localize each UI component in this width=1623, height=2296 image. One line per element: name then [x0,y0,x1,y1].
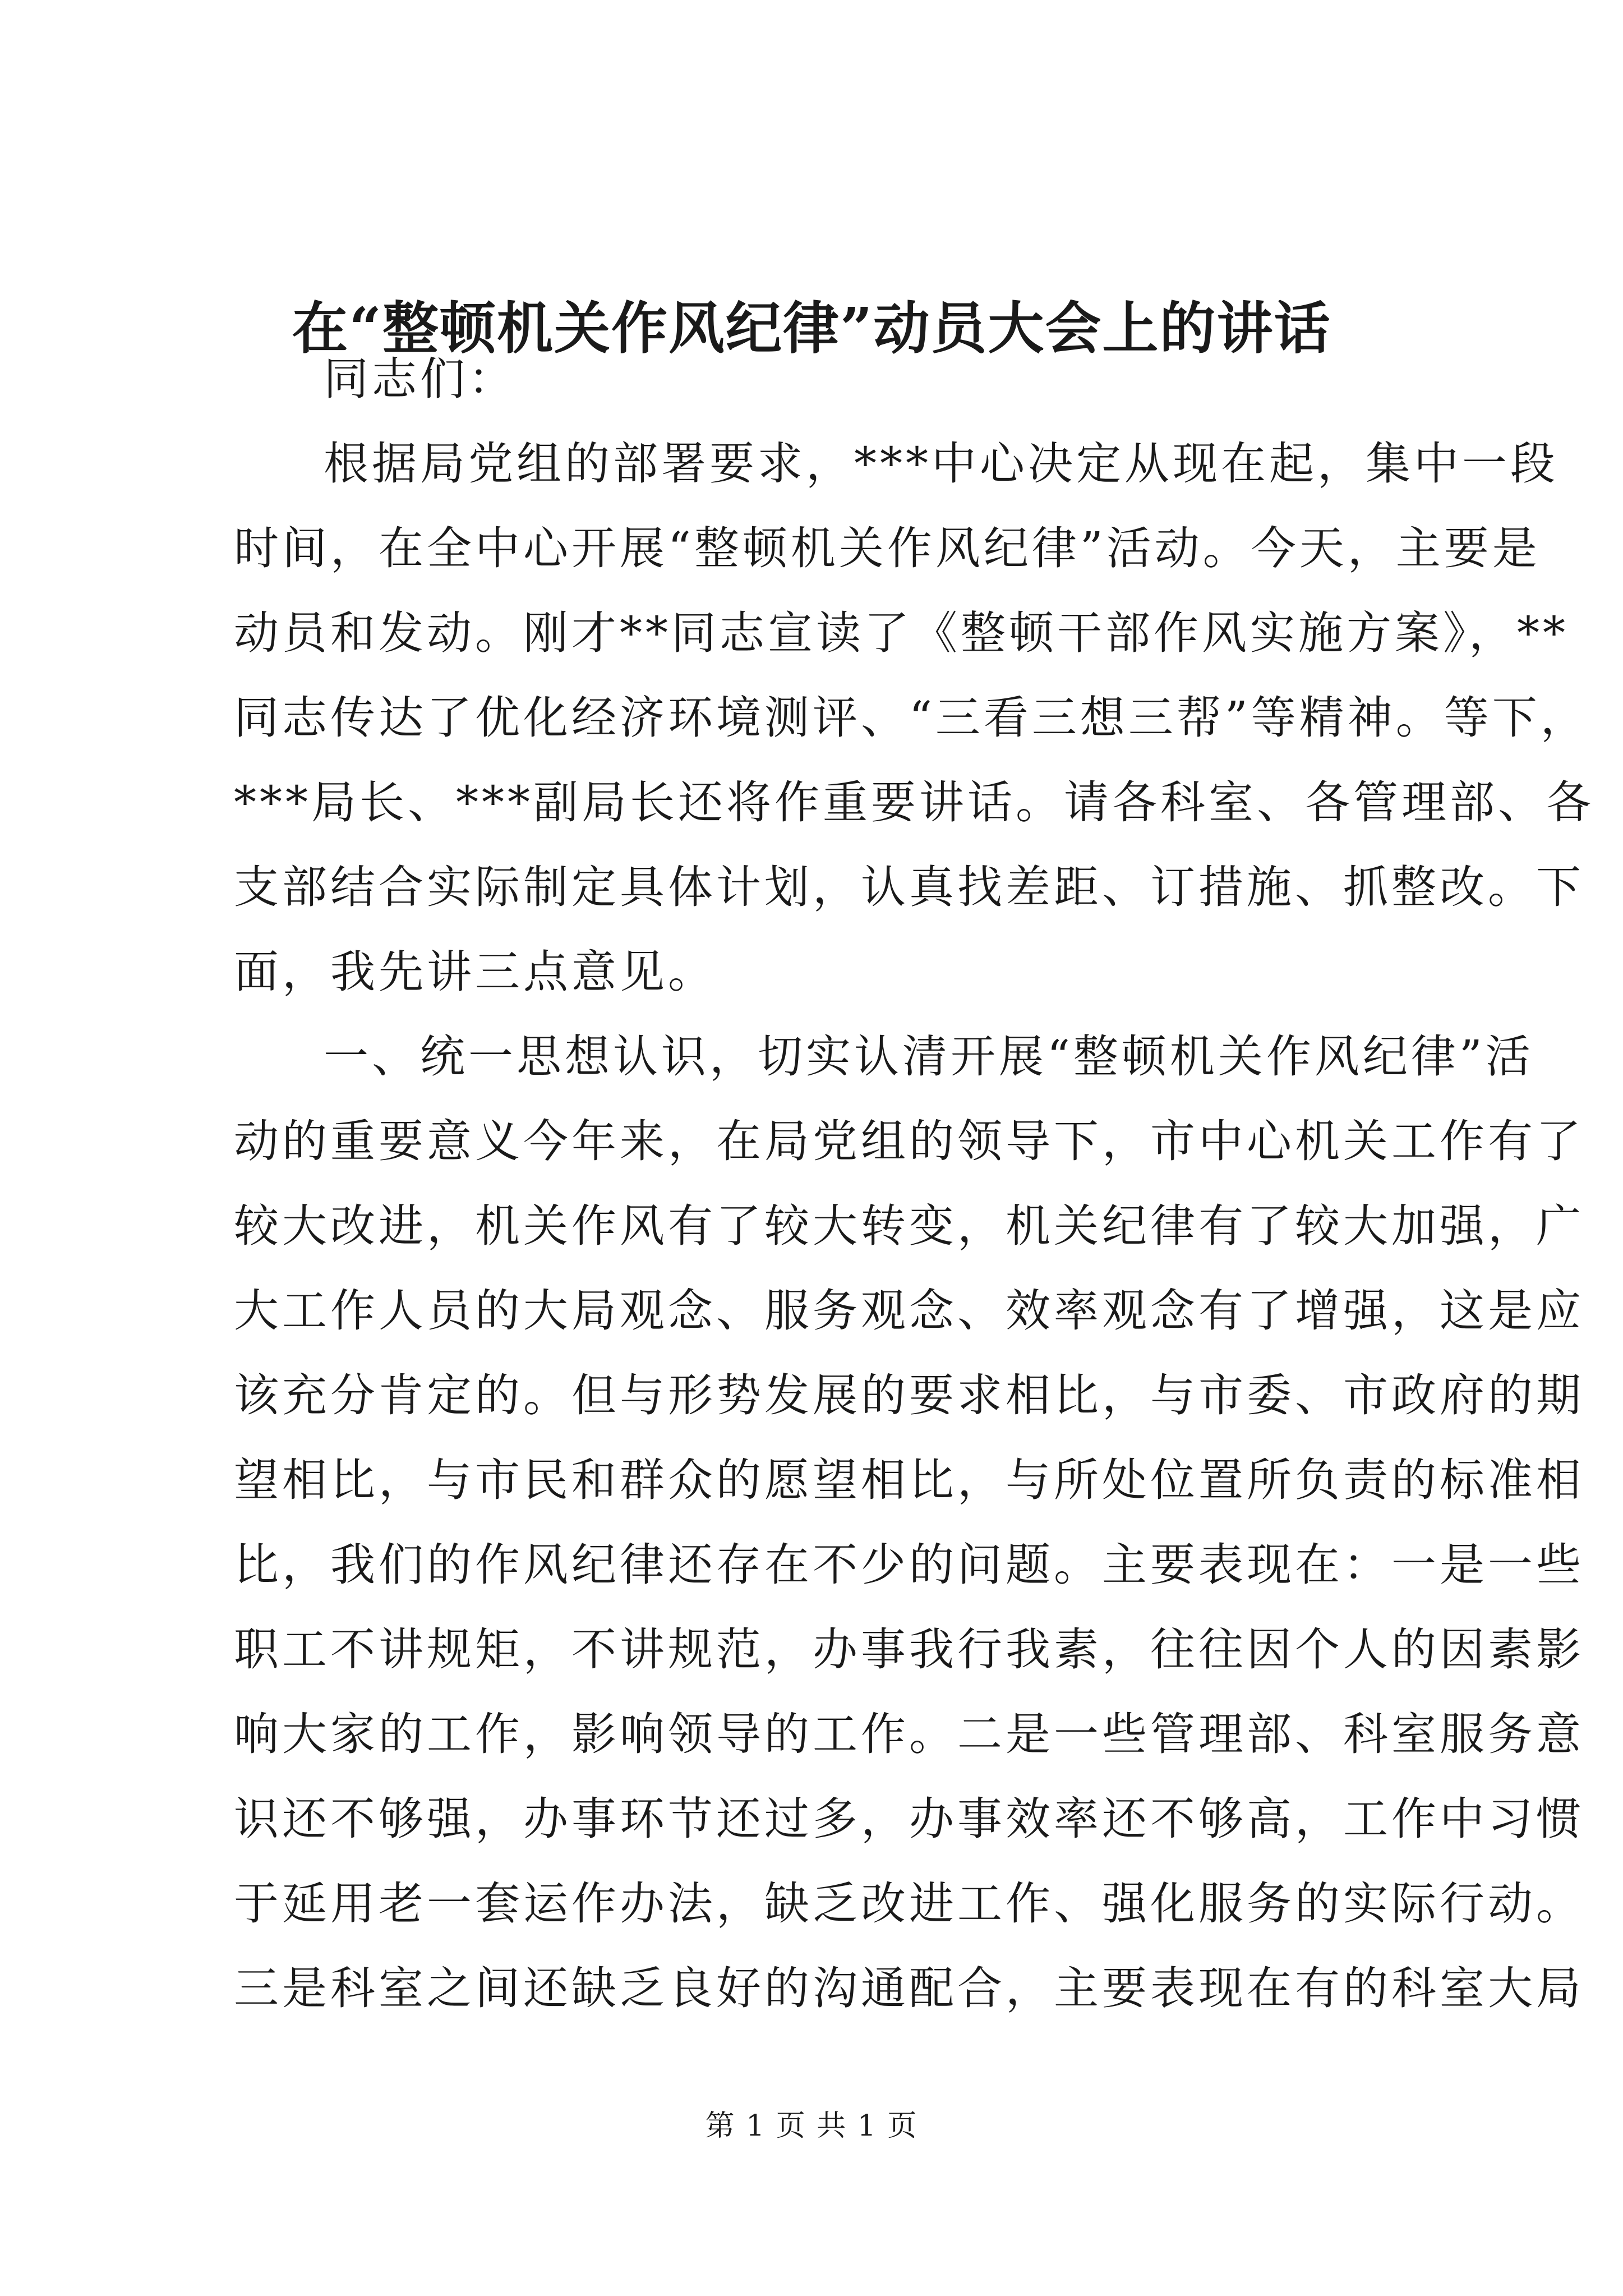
page-number-footer: 第 1 页 共 1 页 [705,2109,918,2143]
document-body [234,337,1594,2031]
section-heading-line: 一、统一思想认识，切实认清开展“整顿机关作风纪律”活 [324,1030,1534,1083]
paragraph-line: 根据局党组的部署要求，***中心决定从现在起，集中一段 [324,438,1559,490]
paragraph-line: 望相比，与市民和群众的愿望相比，与所处位置所负责的标准相 [234,1454,1584,1506]
paragraph-line: 三是科室之间还缺乏良好的沟通配合，主要表现在有的科室大局 [234,1962,1584,2014]
paragraph-line: 动员和发动。刚才**同志宣读了《整顿干部作风实施方案》，** [234,607,1569,659]
paragraph-line: 支部结合实际制定具体计划，认真找差距、订措施、抓整改。下 [234,861,1584,913]
paragraph-line: 该充分肯定的。但与形势发展的要求相比，与市委、市政府的期 [234,1369,1584,1421]
paragraph-line: ***局长、***副局长还将作重要讲话。请各科室、各管理部、各 [234,776,1594,829]
paragraph-line: 大工作人员的大局观念、服务观念、效率观念有了增强，这是应 [234,1285,1584,1337]
paragraph-line: 于延用老一套运作办法，缺乏改进工作、强化服务的实际行动。 [234,1878,1584,1930]
paragraph-line: 识还不够强，办事环节还过多，办事效率还不够高，工作中习惯 [234,1793,1584,1845]
paragraph-line: 时间，在全中心开展“整顿机关作风纪律”活动。今天，主要是 [234,522,1541,574]
paragraph-line: 面，我先讲三点意见。 [234,946,716,998]
paragraph-line: 动的重要意义今年来，在局党组的领导下，市中心机关工作有了 [234,1115,1584,1167]
paragraph-line: 较大改进，机关作风有了较大转变，机关纪律有了较大加强，广 [234,1200,1584,1252]
paragraph-line: 职工不讲规矩，不讲规范，办事我行我素，往往因个人的因素影 [234,1623,1584,1676]
paragraph-line: 比，我们的作风纪律还存在不少的问题。主要表现在：一是一些 [234,1539,1584,1591]
salutation-line: 同志们： [324,353,517,405]
paragraph-line: 同志传达了优化经济环境测评、“三看三想三帮”等精神。等下， [234,692,1589,744]
document-title: 在“整顿机关作风纪律”动员大会上的讲话 [292,295,1331,361]
paragraph-line: 响大家的工作，影响领导的工作。二是一些管理部、科室服务意 [234,1708,1584,1760]
